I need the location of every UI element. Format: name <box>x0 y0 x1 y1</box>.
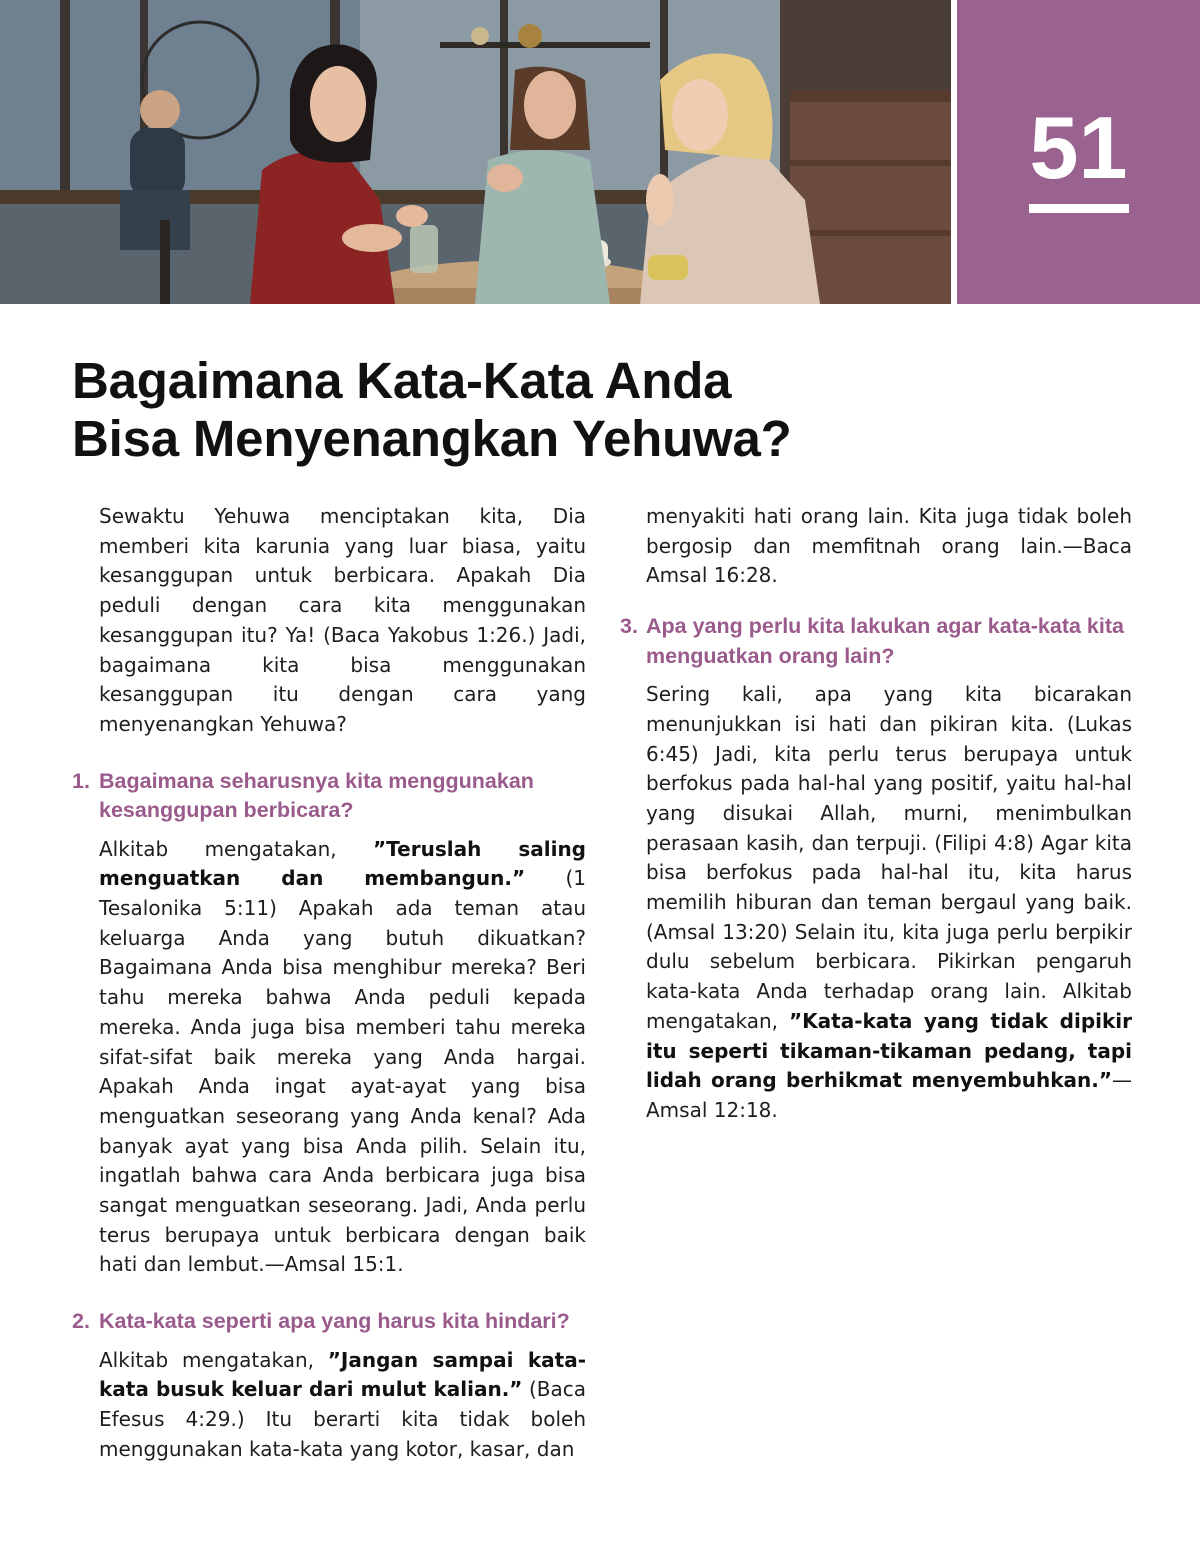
question-3-text: Apa yang perlu kita lakukan agar kata-kata kita menguatkan orang lain? <box>646 614 1124 668</box>
answer-1-paragraph <box>99 835 586 1281</box>
answer-2-lead: Alkitab mengatakan, <box>99 1347 328 1372</box>
page-title-line-1: Bagaimana Kata-Kata Anda <box>72 352 732 409</box>
question-3-number: 3. <box>620 614 638 639</box>
answer-1-scripture-quote: ”Teruslah saling menguatkan dan membangun.” <box>99 836 587 891</box>
right-column <box>620 502 1132 1126</box>
answer-3-body: Sering kali, apa yang kita bicarakan menunjukkan isi hati dan pikiran kita. (Lukas 6:45) Jadi, kita perlu terus berupaya untuk berfokus pada hal-hal yang positif, yaitu hal-hal yang disukai Allah, murni, menimbulkan perasaan kasih, dan terpuji. (Filipi 4:8) Agar kita bisa berfokus pada hal-hal itu, kita harus memilih hiburan dan teman bergaul yang baik. (Amsal 13:20) Selain itu, kita juga perlu berpikir dulu sebelum berbicara. Pikirkan pengaruh kata-kata Anda terhadap orang lain. Alkitab mengatakan, <box>646 682 1132 1033</box>
page-title-line-2: Bisa Menyenangkan Yehuwa? <box>72 410 792 467</box>
answer-1-lead: Alkitab mengatakan, <box>99 836 374 861</box>
answer-3-scripture-quote: ”Kata-kata yang tidak dipikir itu seperti tikaman-tikaman pedang, tapi lidah orang berhikmat menyembuhkan.” <box>646 1008 1133 1093</box>
page-title <box>72 352 972 468</box>
intro-paragraph: Sewaktu Yehuwa menciptakan kita, Dia memberi kita karunia yang luar biasa, yaitu kesanggupan untuk berbicara. Apakah Dia peduli dengan cara kita menggunakan kesanggupan itu? Ya! (Baca Yakobus 1:26.) Jadi, bagaimana kita bisa menggunakan kesanggupan itu dengan cara yang menyenangkan Yehuwa? <box>99 504 586 736</box>
lesson-number-underline <box>1029 204 1129 213</box>
left-column <box>72 502 586 1464</box>
lesson-number-box <box>957 0 1200 304</box>
question-2-heading <box>72 1307 586 1337</box>
question-3-heading <box>620 612 1132 671</box>
answer-2-paragraph <box>99 1346 586 1465</box>
header-photo <box>0 0 951 304</box>
answer-1-body: (1 Tesalonika 5:11) Apakah ada teman atau keluarga Anda yang butuh dikuatkan? Bagaimana Anda bisa menghibur mereka? Beri tahu mereka bahwa Anda peduli kepada mereka. Anda juga bisa memberi tahu mereka sifat-sifat baik mereka yang Anda hargai. Apakah Anda ingat ayat-ayat yang bisa menguatkan seseorang yang Anda kenal? Ada banyak ayat yang bisa Anda pilih. Selain itu, ingatlah bahwa cara Anda berbicara juga bisa sangat menguatkan seseorang. Jadi, Anda perlu terus berupaya untuk berbicara dengan baik hati dan lembut.—Amsal 15:1. <box>99 866 586 1277</box>
question-1-text: Bagaimana seharusnya kita menggunakan kesanggupan berbicara? <box>99 768 534 823</box>
answer-3-paragraph <box>646 680 1132 1126</box>
question-2-number: 2. <box>72 1309 90 1334</box>
answer-2-continued: menyakiti hati orang lain. Kita juga tidak boleh bergosip dan memfitnah orang lain.—Baca Amsal 16:28. <box>646 504 1132 588</box>
cafe-photo-illustration <box>0 0 951 304</box>
question-2-text: Kata-kata seperti apa yang harus kita hindari? <box>99 1309 570 1334</box>
question-1-heading <box>72 767 586 826</box>
lesson-number: 51 <box>1029 98 1128 197</box>
answer-3-reference: —Amsal 12:18. <box>646 1068 1132 1122</box>
answer-2-scripture-quote: ”Jangan sampai kata-kata busuk keluar dari mulut kalian.” <box>99 1347 586 1402</box>
answer-2-body: (Baca Efesus 4:29.) Itu berarti kita tidak boleh menggunakan kata-kata yang kotor, kasar, dan <box>99 1377 586 1461</box>
question-1-number: 1. <box>72 768 90 793</box>
